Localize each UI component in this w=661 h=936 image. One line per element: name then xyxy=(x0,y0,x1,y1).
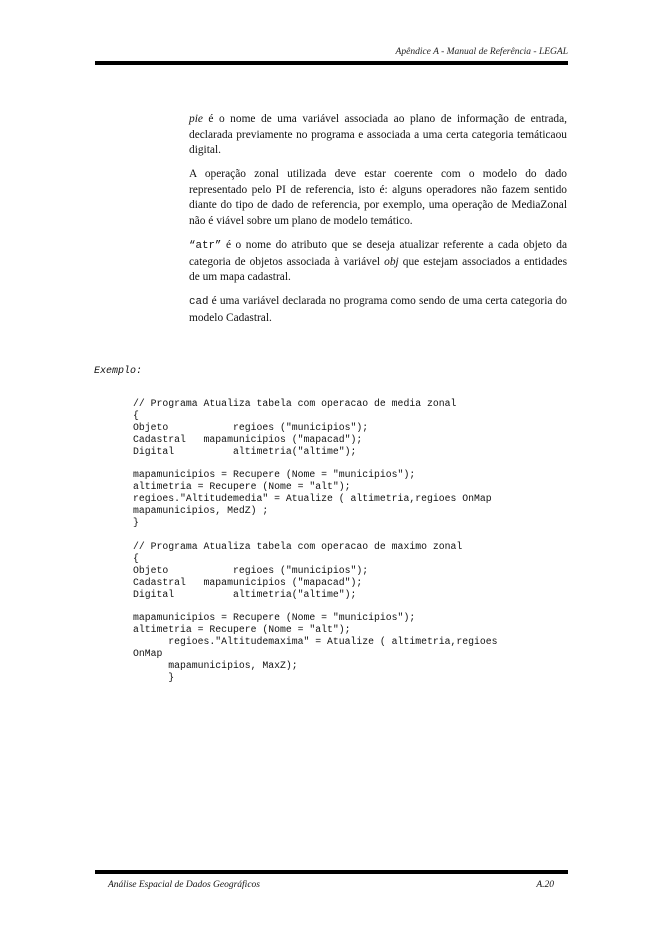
attribute-name: “atr” xyxy=(189,240,222,253)
variable-name: pie xyxy=(189,113,203,125)
example-label: Exemplo: xyxy=(94,366,143,377)
paragraph-pie xyxy=(189,112,567,159)
code-example: // Programa Atualiza tabela com operacao de media zonal { Objeto regioes ("municipios"); Cadastral mapamunicipios ("mapacad"); Digital altimetria("altime"); mapamunicipios = Recupere (Nome = "municipios"); altimetria = Recupere (Nome = "alt"); regioes."Altitudemedia" = Atualize ( altimetria,regioes OnMap mapamunicipios, MedZ) ; } // Programa Atualiza tabela com operacao de maximo zonal { Objeto regioes ("municipios"); Cadastral mapamunicipios ("mapacad"); Digital altimetria("altime"); mapamunicipios = Recupere (Nome = "municipios"); altimetria = Recupere (Nome = "alt"); regioes."Altitudemaxima" = Atualize ( altimetria,regioes OnMap mapamunicipios, MaxZ); } xyxy=(133,398,498,683)
header-rule xyxy=(95,61,568,65)
paragraph-text: é uma variável declarada no programa como sendo de uma certa categoria do modelo Cadastral. xyxy=(189,295,567,325)
footer-rule xyxy=(95,870,568,874)
paragraph-zonal-operation: A operação zonal utilizada deve estar coerente com o modelo do dado representado pelo PI de referencia, isto é: alguns operadores não fazem sentido diante do tipo de dado de referencia, por exemplo, uma operação de MediaZonal não é viável sobre um plano de modelo temático. xyxy=(189,168,567,228)
paragraph-text: que estejam associados a entidades de um mapa cadastral. xyxy=(189,255,567,284)
variable-name: obj xyxy=(384,255,399,268)
variable-name: cad xyxy=(189,296,209,309)
paragraph-atr xyxy=(189,238,567,286)
paragraph-text: é o nome do atributo que se deseja atualizar referente a cada objeto da categoria de objetos associada à variável xyxy=(189,239,567,268)
paragraph-text: é o nome de uma variável associada ao plano de informação de entrada, declarada previamente no programa e associada a uma certa categoria temáticaou digital. xyxy=(189,113,567,157)
body-text xyxy=(189,112,567,335)
page-number: A.20 xyxy=(536,880,554,890)
paragraph-cad xyxy=(189,294,567,326)
footer-title: Análise Espacial de Dados Geográficos xyxy=(108,880,260,890)
running-header: Apêndice A - Manual de Referência - LEGAL xyxy=(395,47,568,57)
